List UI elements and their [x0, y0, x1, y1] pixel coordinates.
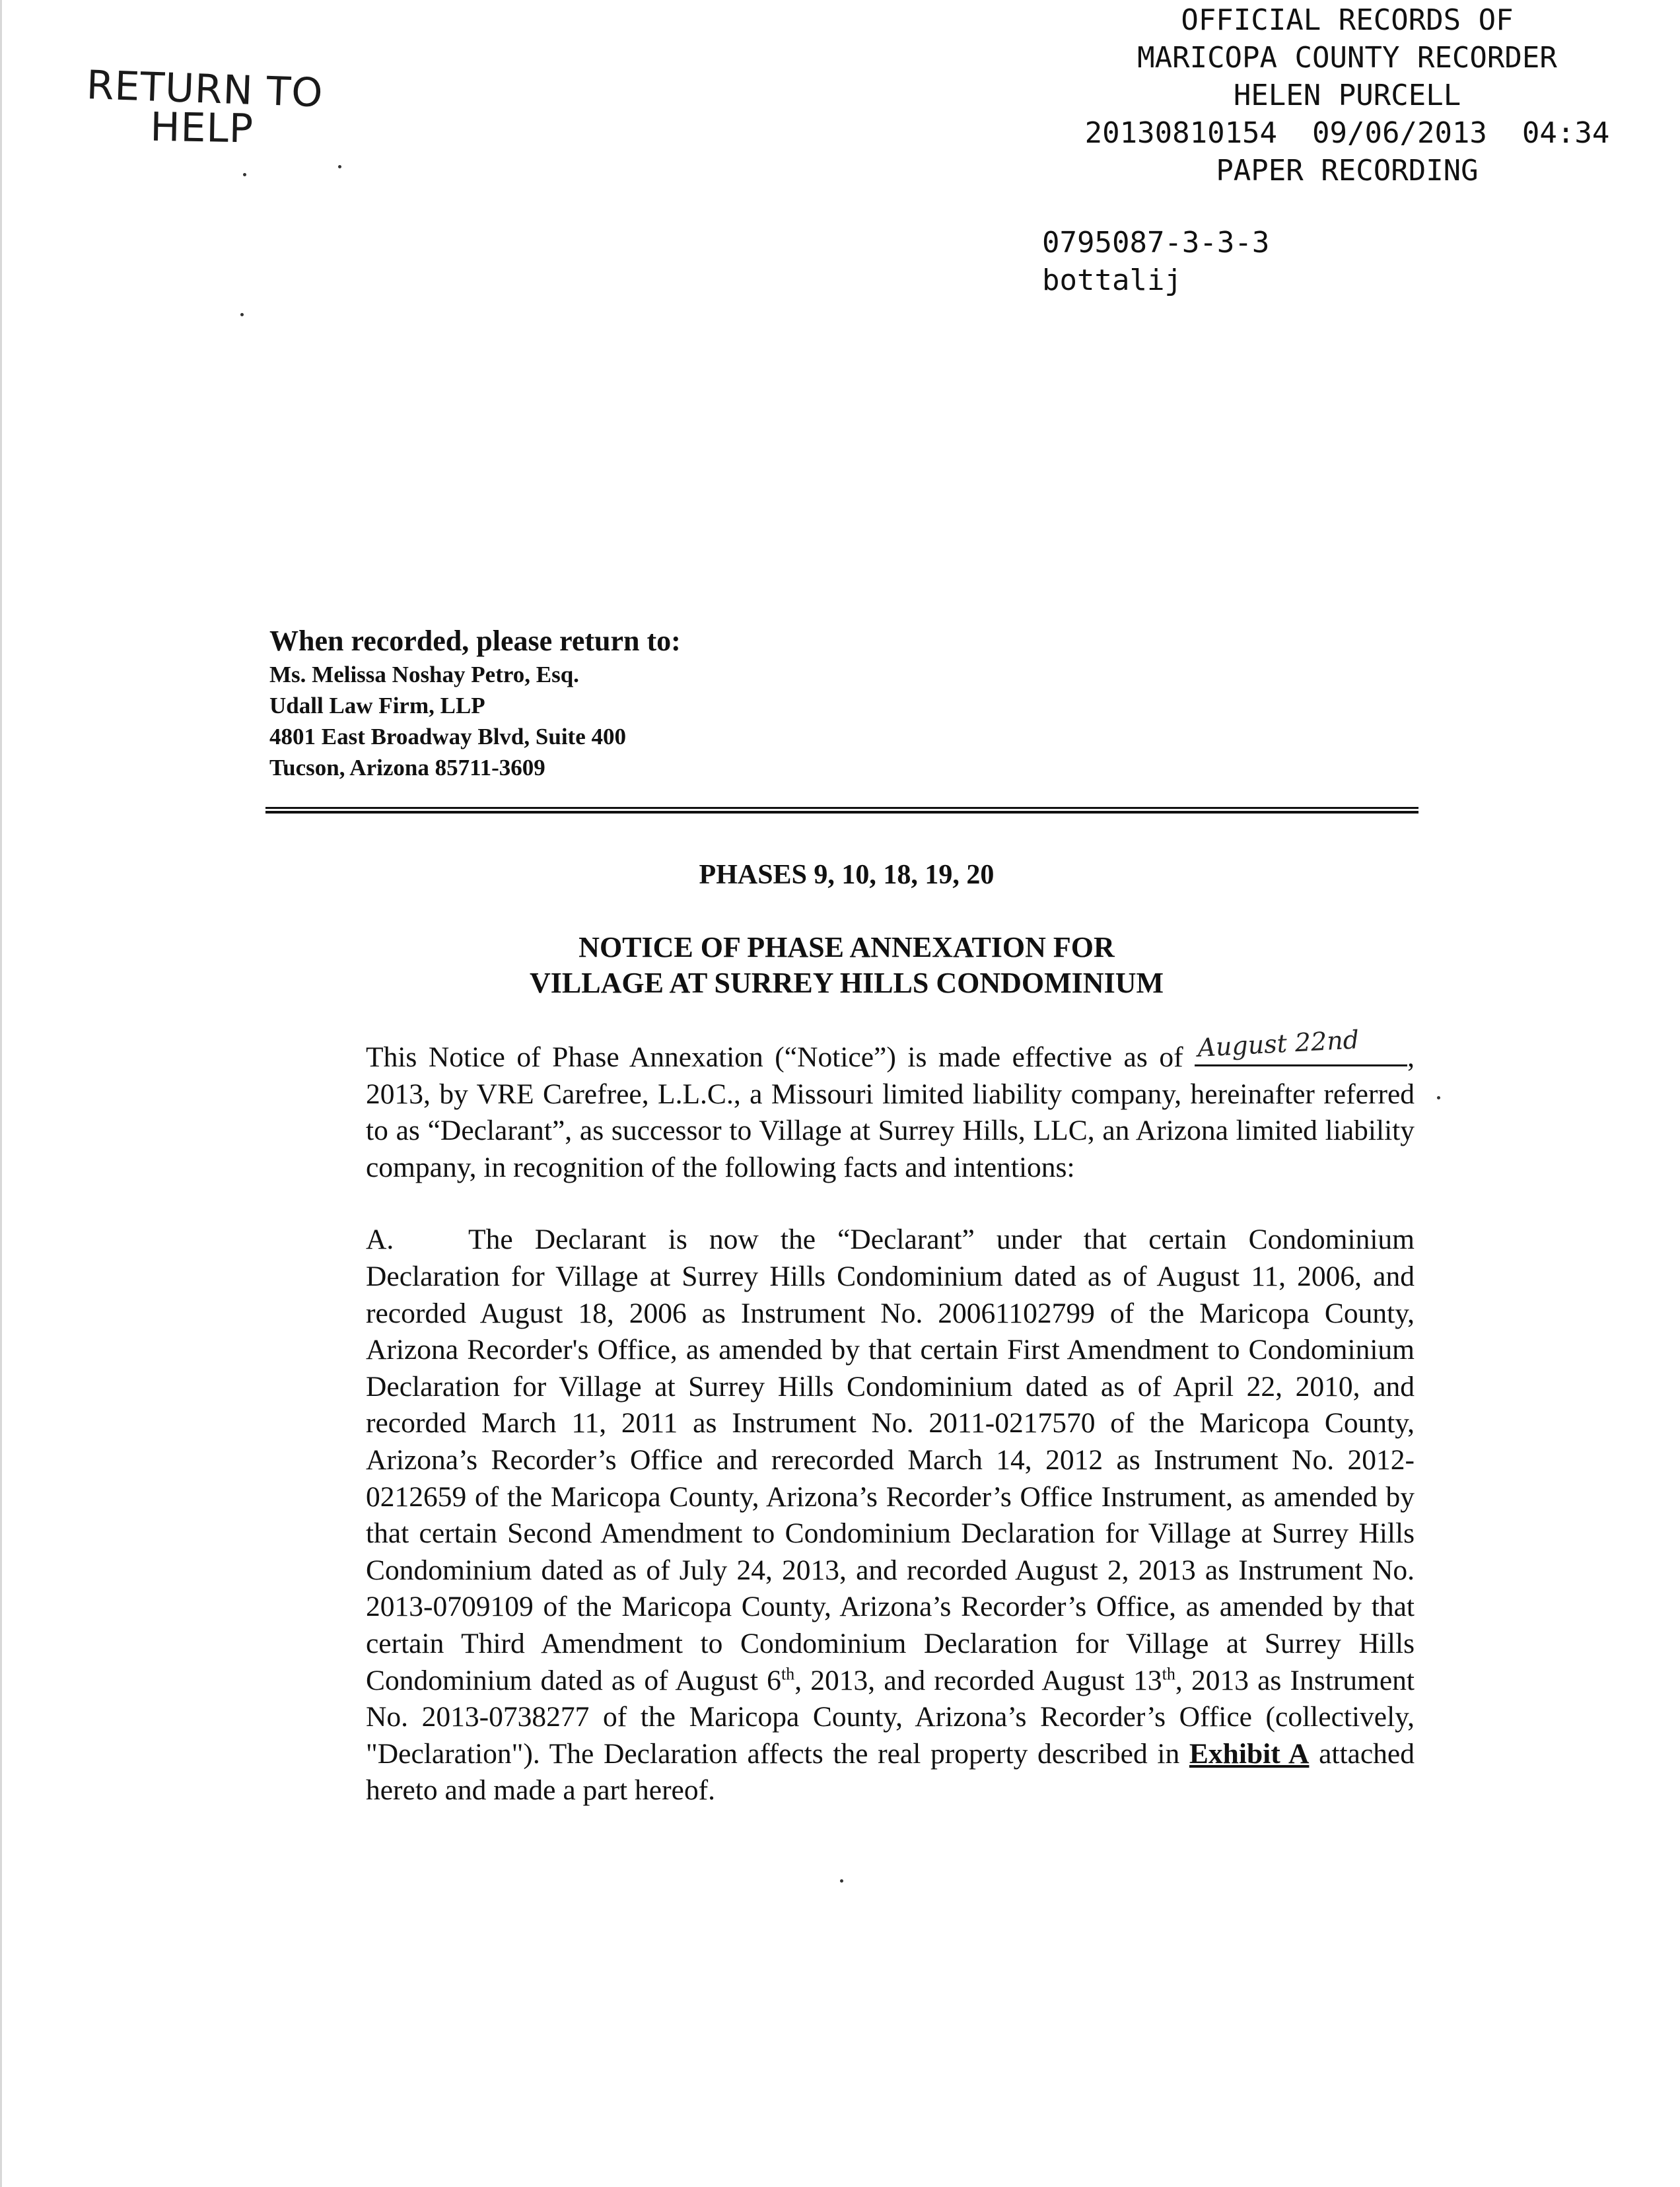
paragraph-a-label: A. — [366, 1224, 394, 1256]
paragraph-a — [272, 1222, 1415, 1809]
recording-clerk: bottalij — [1042, 263, 1182, 297]
return-address-block — [269, 623, 681, 783]
recorder-line-5: PAPER RECORDING — [1216, 154, 1479, 188]
intro-paragraph — [272, 1025, 1415, 1186]
paragraph-a-text-2: , 2013, and recorded August 13 — [794, 1664, 1162, 1696]
stamp-line-2: HELP — [149, 104, 254, 153]
recorder-line-1: OFFICIAL RECORDS OF — [1181, 3, 1514, 37]
scan-speck — [338, 165, 341, 168]
date-blank — [1195, 1025, 1407, 1066]
return-heading: When recorded, please return to: — [269, 625, 681, 657]
paragraph-a-text-4: attached hereto and made a part hereof. — [366, 1737, 1415, 1807]
recording-id-code: 0795087-3-3-3 — [1042, 226, 1270, 260]
return-city: Tucson, Arizona 85711-3609 — [269, 755, 545, 781]
title-line-2: VILLAGE AT SURREY HILLS CONDOMINIUM — [529, 967, 1164, 999]
scan-speck — [240, 313, 244, 316]
return-name: Ms. Melissa Noshay Petro, Esq. — [269, 662, 579, 687]
intro-lead: This Notice of Phase Annexation (“Notice”) is made effective as of — [366, 1041, 1183, 1073]
scan-speck — [243, 173, 246, 176]
return-street: 4801 East Broadway Blvd, Suite 400 — [269, 724, 626, 749]
recorder-header — [1030, 1, 1664, 299]
scan-speck — [840, 1879, 843, 1883]
paragraph-a-text-1: The Declarant is now the “Declarant” under that certain Condominium Declaration for Village at Surrey Hills Condominium dated as of August 11, 2006, and recorded August 18, 2006 as Instrument No. 20061102799 of the Maricopa County, Arizona Recorder's Office, as amended by that certain First Amendment to Condominium Declaration for Village at Surrey Hills Condominium dated as of April 22, 2010, and recorded March 11, 2011 as Instrument No. 2011-0217570 of the Maricopa County, Arizona’s Recorder’s Office and rerecorded March 14, 2012 as Instrument No. 2012-0212659 of the Maricopa County, Arizona’s Recorder’s Office Instrument, as amended by that certain Second Amendment to Condominium Declaration for Village at Surrey Hills Condominium dated as of July 24, 2013, and recorded August 2, 2013 as Instrument No. 2013-0709109 of the Maricopa County, Arizona’s Recorder’s Office, as amended by that certain Third Amendment to Condominium Declaration for Village at Surrey Hills Condominium dated as of August 6 — [366, 1224, 1415, 1696]
ordinal-suffix-1: th — [781, 1664, 795, 1683]
intro-rest: , 2013, by VRE Carefree, L.L.C., a Missouri limited liability company, hereinafter referred to as “Declarant”, as successor to Village at Surrey Hills, LLC, an Arizona limited liability company, in recognition of the following facts and intentions: — [366, 1041, 1415, 1183]
double-rule-divider — [265, 807, 1418, 814]
page-edge — [0, 0, 2, 2187]
title-line-1: NOTICE OF PHASE ANNEXATION FOR — [578, 931, 1115, 963]
document-title — [0, 930, 1680, 1001]
recording-number-date-time: 20130810154 09/06/2013 04:34 — [1084, 116, 1610, 150]
recorder-line-2: MARICOPA COUNTY RECORDER — [1137, 41, 1557, 75]
recorder-line-3: HELEN PURCELL — [1233, 79, 1461, 112]
phases-heading: PHASES 9, 10, 18, 19, 20 — [699, 860, 995, 890]
return-firm: Udall Law Firm, LLP — [269, 693, 485, 718]
document-body — [272, 1025, 1415, 1809]
return-to-help-stamp — [85, 62, 324, 153]
handwritten-date: August 22nd — [1197, 1025, 1360, 1063]
ordinal-suffix-2: th — [1162, 1664, 1175, 1683]
paragraph-a-text-3: , 2013 as Instrument No. 2013-0738277 of the Maricopa County, Arizona’s Recorder’s Office (collectively, "Declaration"). The Declaration affects the real property described in — [366, 1664, 1415, 1770]
exhibit-a-reference: Exhibit A — [1189, 1737, 1310, 1770]
stamp-line-1: RETURN TO — [85, 62, 324, 117]
scan-speck — [1437, 1096, 1440, 1099]
